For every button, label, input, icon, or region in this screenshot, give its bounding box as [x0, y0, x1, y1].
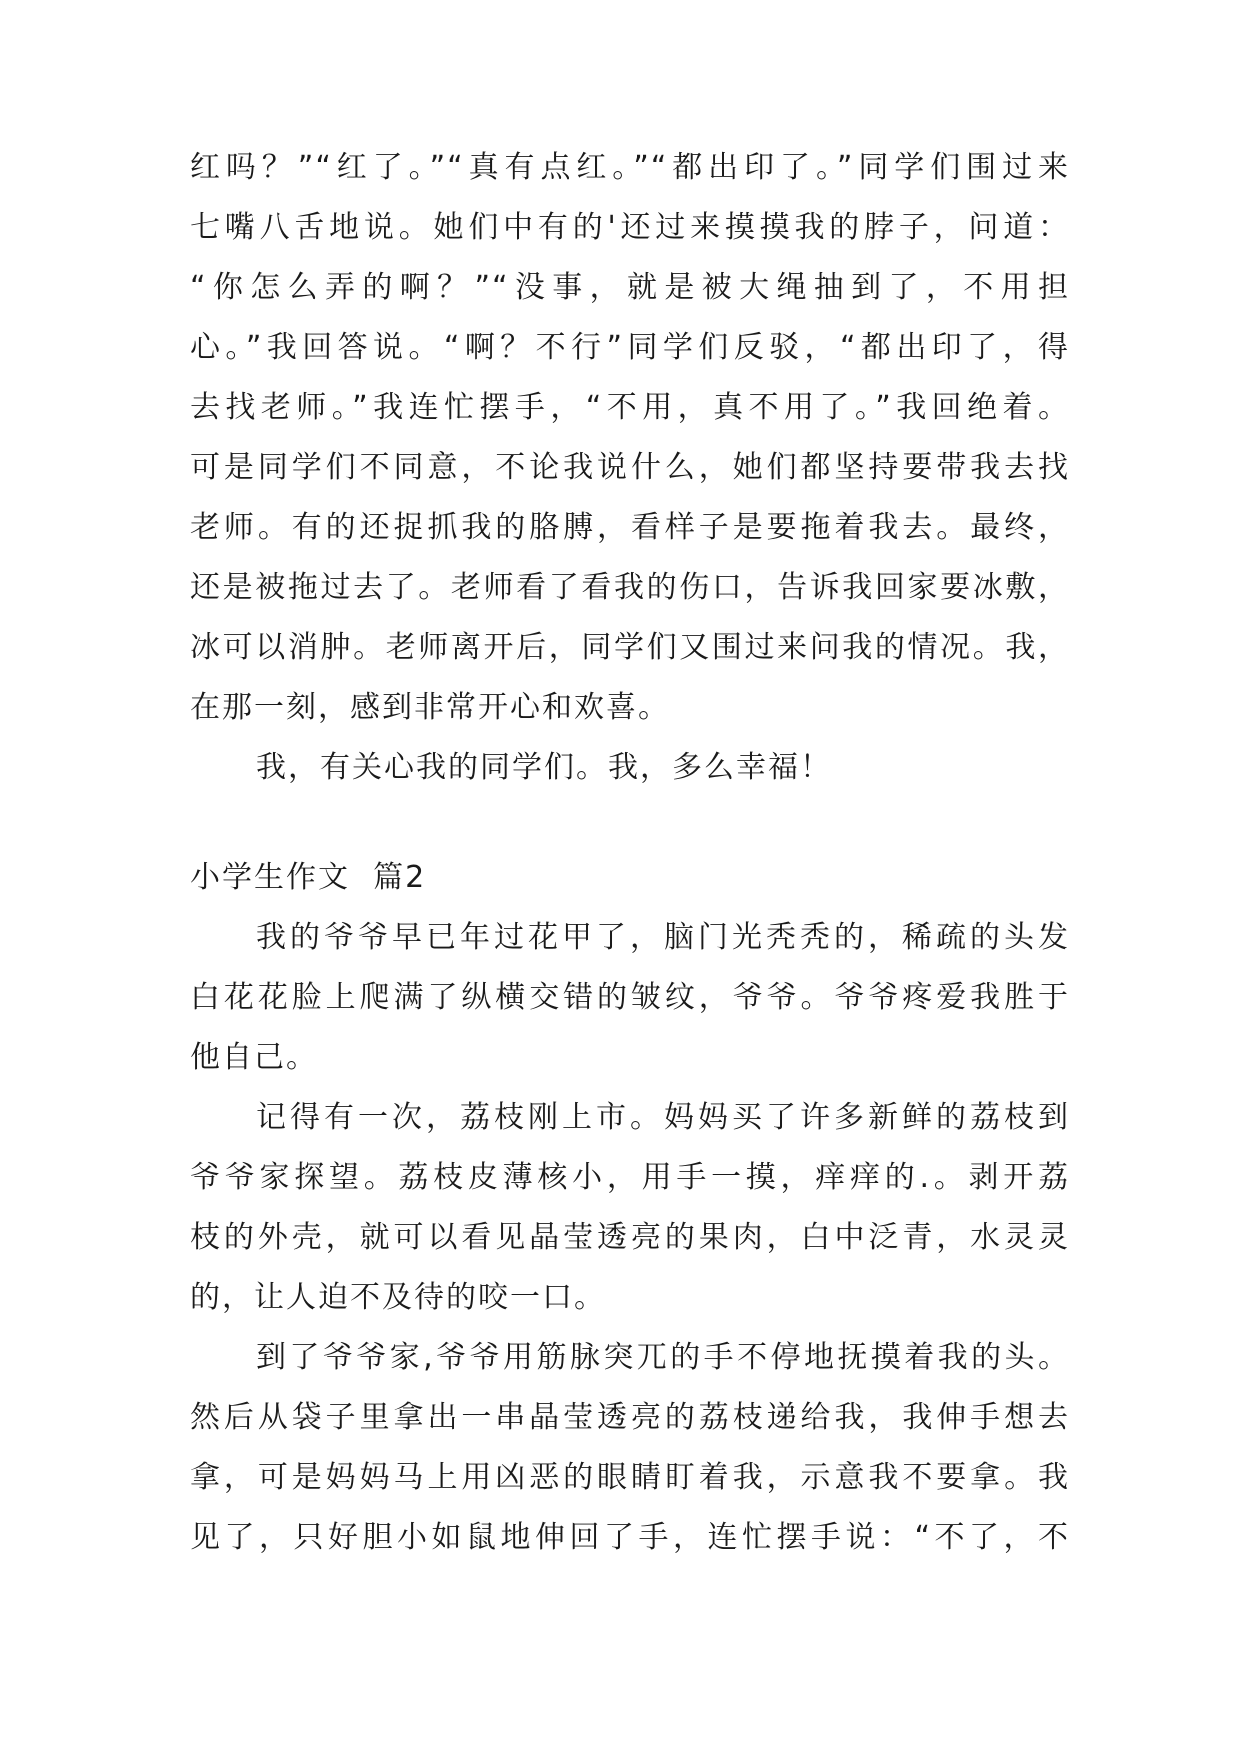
text-line: 他自己。	[190, 1040, 318, 1075]
text-line: 老师。有的还捉抓我的胳膊，看样子是要拖着我去。最终，	[190, 510, 1070, 545]
text-line: 可是同学们不同意，不论我说什么，她们都坚持要带我去找	[190, 450, 1070, 485]
text-line: 的，让人迫不及待的咬一口。	[190, 1280, 606, 1315]
text-line: 还是被拖过去了。老师看了看我的伤口，告诉我回家要冰敷，	[190, 570, 1070, 605]
text-line: 白花花脸上爬满了纵横交错的皱纹，爷爷。爷爷疼爱我胜于	[190, 980, 1070, 1015]
section-heading: 小学生作文 篇2	[190, 860, 427, 895]
text-line: 见了，只好胆小如鼠地伸回了手，连忙摆手说：“不了，不	[190, 1520, 1070, 1555]
text-line: 心。”我回答说。“啊？不行”同学们反驳，“都出印了，得	[190, 330, 1070, 365]
text-line: 到了爷爷家,爷爷用筋脉突兀的手不停地抚摸着我的头。	[256, 1340, 1070, 1375]
text-line: 我的爷爷早已年过花甲了，脑门光秃秃的，稀疏的头发	[256, 920, 1070, 955]
text-line: 记得有一次，荔枝刚上市。妈妈买了许多新鲜的荔枝到	[256, 1100, 1070, 1135]
text-line: 冰可以消肿。老师离开后，同学们又围过来问我的情况。我，	[190, 630, 1070, 665]
text-line: 在那一刻，感到非常开心和欢喜。	[190, 690, 670, 725]
closing-line: 我，有关心我的同学们。我，多么幸福！	[256, 750, 832, 785]
text-line: 去找老师。”我连忙摆手，“不用，真不用了。”我回绝着。	[190, 390, 1070, 425]
text-line: 爷爷家探望。荔枝皮薄核小，用手一摸，痒痒的.。剥开荔	[190, 1160, 1070, 1195]
text-line: 七嘴八舌地说。她们中有的'还过来摸摸我的脖子，问道：	[190, 210, 1070, 245]
text-line: 拿，可是妈妈马上用凶恶的眼睛盯着我，示意我不要拿。我	[190, 1460, 1070, 1495]
text-line: 红吗？”“红了。”“真有点红。”“都出印了。”同学们围过来	[190, 150, 1070, 185]
text-line: 枝的外壳，就可以看见晶莹透亮的果肉，白中泛青，水灵灵	[190, 1220, 1070, 1255]
text-line: 然后从袋子里拿出一串晶莹透亮的荔枝递给我，我伸手想去	[190, 1400, 1070, 1435]
text-line: “你怎么弄的啊？”“没事，就是被大绳抽到了，不用担	[190, 270, 1070, 305]
